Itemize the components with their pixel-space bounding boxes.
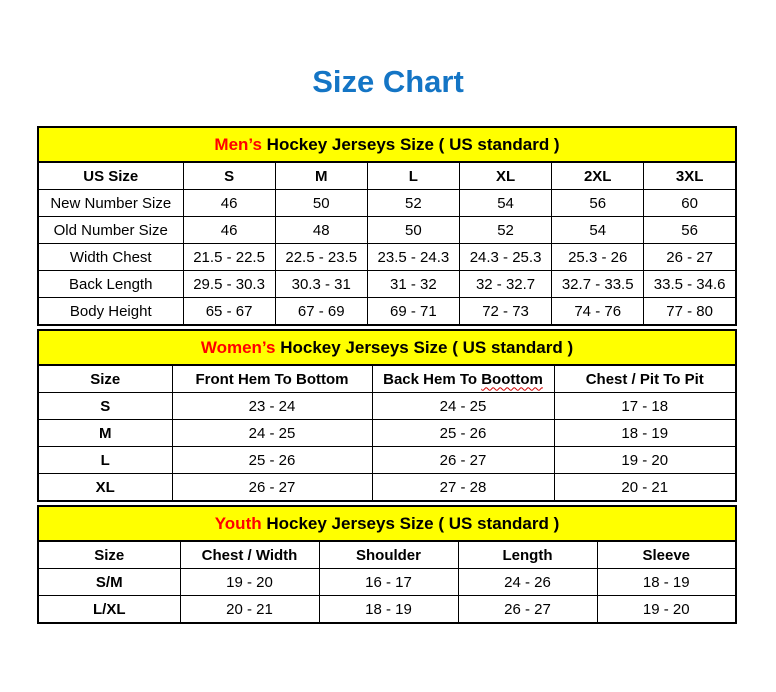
size-value-cell: 33.5 - 34.6 [644, 271, 736, 298]
size-chart-tables [37, 126, 737, 624]
size-value-cell: 50 [367, 217, 459, 244]
size-value-cell: 60 [644, 190, 736, 217]
size-value-cell: 50 [275, 190, 367, 217]
table-row [38, 596, 736, 624]
column-header: Sleeve [597, 541, 736, 569]
column-header: Size [38, 541, 180, 569]
size-value-cell: 54 [552, 217, 644, 244]
column-header: US Size [38, 162, 183, 190]
size-value-cell: 25 - 26 [372, 420, 554, 447]
size-value-cell: 65 - 67 [183, 298, 275, 326]
size-value-cell: 26 - 27 [172, 474, 372, 502]
size-value-cell: 18 - 19 [319, 596, 458, 624]
size-value-cell: 24 - 25 [372, 393, 554, 420]
size-value-cell: 19 - 20 [554, 447, 736, 474]
size-value-cell: 32 - 32.7 [459, 271, 551, 298]
size-value-cell: 32.7 - 33.5 [552, 271, 644, 298]
size-value-cell: 67 - 69 [275, 298, 367, 326]
size-value-cell: 74 - 76 [552, 298, 644, 326]
column-header: M [275, 162, 367, 190]
table-row [38, 420, 736, 447]
size-value-cell: 25.3 - 26 [552, 244, 644, 271]
table-row [38, 569, 736, 596]
caption-highlight: Men’s [214, 134, 262, 154]
size-value-cell: 27 - 28 [372, 474, 554, 502]
column-header: 3XL [644, 162, 736, 190]
mens-table-caption [38, 127, 736, 162]
table-caption-row [38, 330, 736, 365]
size-value-cell: 46 [183, 217, 275, 244]
table-caption-row [38, 127, 736, 162]
size-value-cell: 52 [367, 190, 459, 217]
mens-size-table [37, 126, 737, 326]
row-label: L [38, 447, 172, 474]
size-value-cell: 23.5 - 24.3 [367, 244, 459, 271]
size-value-cell: 56 [552, 190, 644, 217]
column-header: L [367, 162, 459, 190]
column-header: Chest / Width [180, 541, 319, 569]
size-value-cell: 30.3 - 31 [275, 271, 367, 298]
header-row [38, 365, 736, 393]
column-header: XL [459, 162, 551, 190]
header-row [38, 541, 736, 569]
size-value-cell: 24 - 25 [172, 420, 372, 447]
size-value-cell: 23 - 24 [172, 393, 372, 420]
table-row [38, 474, 736, 502]
size-value-cell: 20 - 21 [180, 596, 319, 624]
table-row [38, 298, 736, 326]
size-value-cell: 26 - 27 [644, 244, 736, 271]
size-value-cell: 77 - 80 [644, 298, 736, 326]
size-value-cell: 19 - 20 [597, 596, 736, 624]
size-value-cell: 22.5 - 23.5 [275, 244, 367, 271]
header-row [38, 162, 736, 190]
size-value-cell: 46 [183, 190, 275, 217]
table-row [38, 217, 736, 244]
table-row [38, 190, 736, 217]
caption-text: Hockey Jerseys Size ( US standard ) [275, 337, 574, 357]
row-label: Back Length [38, 271, 183, 298]
size-value-cell: 21.5 - 22.5 [183, 244, 275, 271]
column-header: S [183, 162, 275, 190]
table-row [38, 393, 736, 420]
size-value-cell: 24 - 26 [458, 569, 597, 596]
column-header: Chest / Pit To Pit [554, 365, 736, 393]
size-value-cell: 69 - 71 [367, 298, 459, 326]
size-value-cell: 26 - 27 [458, 596, 597, 624]
size-value-cell: 18 - 19 [597, 569, 736, 596]
table-row [38, 244, 736, 271]
size-value-cell: 24.3 - 25.3 [459, 244, 551, 271]
row-label: New Number Size [38, 190, 183, 217]
caption-highlight: Youth [214, 513, 262, 533]
row-label: M [38, 420, 172, 447]
size-value-cell: 29.5 - 30.3 [183, 271, 275, 298]
page-title: Size Chart [312, 64, 464, 99]
size-value-cell: 16 - 17 [319, 569, 458, 596]
row-label: S/M [38, 569, 180, 596]
size-value-cell: 17 - 18 [554, 393, 736, 420]
row-label: S [38, 393, 172, 420]
size-value-cell: 52 [459, 217, 551, 244]
row-label: L/XL [38, 596, 180, 624]
size-value-cell: 25 - 26 [172, 447, 372, 474]
column-header-text: Back Hem To [383, 370, 482, 388]
size-value-cell: 26 - 27 [372, 447, 554, 474]
size-value-cell: 56 [644, 217, 736, 244]
size-value-cell: 54 [459, 190, 551, 217]
row-label: Old Number Size [38, 217, 183, 244]
size-value-cell: 48 [275, 217, 367, 244]
womens-size-table [37, 329, 737, 502]
row-label: Width Chest [38, 244, 183, 271]
size-value-cell: 18 - 19 [554, 420, 736, 447]
column-header: Shoulder [319, 541, 458, 569]
youth-table-caption [38, 506, 736, 541]
caption-text: Hockey Jerseys Size ( US standard ) [261, 134, 560, 154]
table-row [38, 271, 736, 298]
row-label: XL [38, 474, 172, 502]
misspelled-word: Boottom [481, 370, 543, 388]
row-label: Body Height [38, 298, 183, 326]
column-header: Length [458, 541, 597, 569]
table-row [38, 447, 736, 474]
youth-size-table [37, 505, 737, 624]
column-header [372, 365, 554, 393]
table-caption-row [38, 506, 736, 541]
caption-text: Hockey Jerseys Size ( US standard ) [261, 513, 560, 533]
size-value-cell: 19 - 20 [180, 569, 319, 596]
column-header: Size [38, 365, 172, 393]
caption-highlight: Women’s [200, 337, 276, 357]
size-value-cell: 31 - 32 [367, 271, 459, 298]
column-header: Front Hem To Bottom [172, 365, 372, 393]
size-value-cell: 72 - 73 [459, 298, 551, 326]
column-header: 2XL [552, 162, 644, 190]
womens-table-caption [38, 330, 736, 365]
size-value-cell: 20 - 21 [554, 474, 736, 502]
